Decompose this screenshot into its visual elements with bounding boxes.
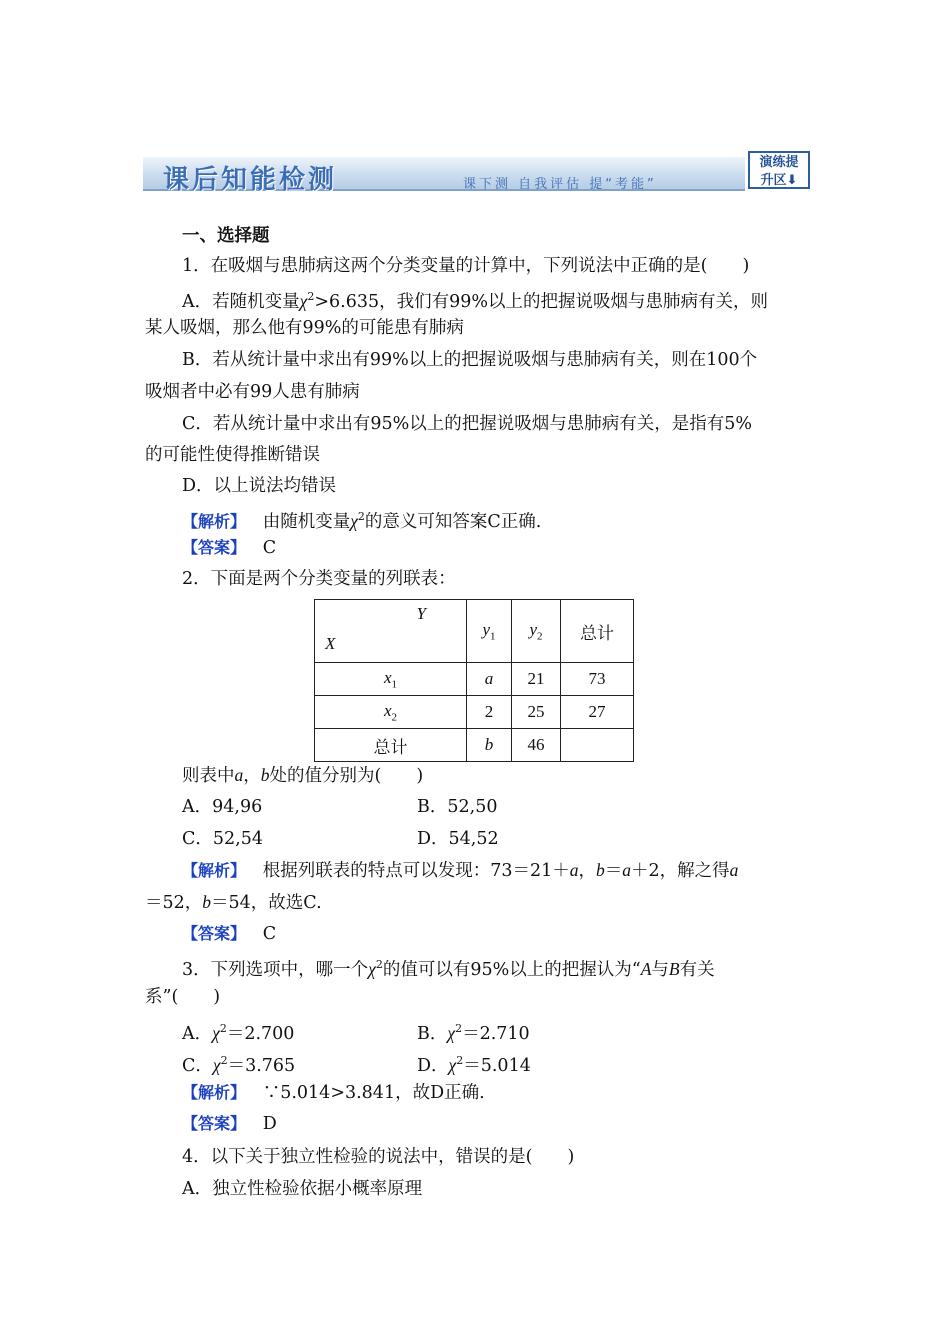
x-label: X xyxy=(325,634,336,653)
answer-tag: 【答案】 xyxy=(182,538,247,557)
q2-option-c: C．52,54 xyxy=(182,829,263,849)
badge-line-2: 升区⬇ xyxy=(760,173,798,188)
row-x2: $x_2$ xyxy=(315,696,467,729)
answer-tag: 【答案】 xyxy=(182,1114,247,1133)
q4-option-a: A．独立性检验依据小概率原理 xyxy=(182,1179,423,1199)
row-total: 总计 xyxy=(315,729,467,762)
q3-analysis: 【解析】 ∵5.014>3.841，故D正确. xyxy=(182,1083,485,1103)
q2-option-d: D．54,52 xyxy=(417,829,499,849)
section-heading: 一、选择题 xyxy=(182,226,270,246)
q2-answer: 【答案】 C xyxy=(182,924,277,944)
q2-analysis-line1: 【解析】 根据列联表的特点可以发现：73＝21＋a，b＝a＋2，解之得a xyxy=(182,860,739,881)
q1-option-a-line1: A．若随机变量$\chi^2>6.635$，我们有99%以上的把握说吸烟与患肺病有关，则 xyxy=(182,290,769,312)
q2-option-a: A．94,96 xyxy=(182,797,263,817)
col-y1: $y_1$ xyxy=(467,600,512,663)
q1-stem: 1．在吸烟与患肺病这两个分类变量的计算中，下列说法中正确的是( ) xyxy=(182,256,750,276)
q3-option-b: B．$\chi^2=2.710$ xyxy=(417,1022,530,1044)
section-banner xyxy=(143,151,813,193)
cell xyxy=(561,729,634,762)
q3-stem-line1: 3．下列选项中，哪一个$\chi^2$的值可以有95%以上的把握认为“A与B有关 xyxy=(182,958,715,980)
q1-option-c-line1: C．若从统计量中求出有95%以上的把握说吸烟与患肺病有关，是指有5% xyxy=(182,414,753,434)
q2-analysis-line2: ＝52，b＝54，故选C. xyxy=(145,892,322,913)
q1-option-d: D．以上说法均错误 xyxy=(182,476,337,496)
cell: 21 xyxy=(512,663,561,696)
q3-option-a: A．$\chi^2=2.700$ xyxy=(182,1022,295,1044)
analysis-tag: 【解析】 xyxy=(182,861,247,880)
answer-tag: 【答案】 xyxy=(182,924,247,943)
q1-option-b-line1: B．若从统计量中求出有99%以上的把握说吸烟与患肺病有关，则在100个 xyxy=(182,350,758,370)
q4-stem: 4．以下关于独立性检验的说法中，错误的是( ) xyxy=(182,1147,575,1167)
cell: 46 xyxy=(512,729,561,762)
q1-option-b-line2: 吸烟者中必有99人患有肺病 xyxy=(145,382,360,402)
badge-line-1: 演练提 xyxy=(759,155,799,170)
q2-stem: 2．下面是两个分类变量的列联表： xyxy=(182,569,456,589)
q3-option-c: C．$\chi^2=3.765$ xyxy=(182,1054,296,1076)
q1-answer: 【答案】 C xyxy=(182,538,277,558)
table-header-corner xyxy=(315,600,467,663)
cell: 27 xyxy=(561,696,634,729)
cell: 73 xyxy=(561,663,634,696)
q3-stem-line2: 系”( ) xyxy=(145,987,221,1007)
q3-answer: 【答案】 D xyxy=(182,1114,277,1134)
q1-analysis: 【解析】 由随机变量$\chi^2$的意义可知答案C正确. xyxy=(182,510,542,532)
q3-option-d: D．$\chi^2=5.014$ xyxy=(417,1054,531,1076)
analysis-tag: 【解析】 xyxy=(182,511,247,531)
row-x1: $x_1$ xyxy=(315,663,467,696)
corner-diagonal xyxy=(315,600,466,662)
practice-area-badge[interactable] xyxy=(748,151,810,189)
col-total: 总计 xyxy=(561,600,634,663)
diagonal-line xyxy=(315,600,466,662)
y-label: Y xyxy=(416,604,426,623)
cell: a xyxy=(467,663,512,696)
cell: 25 xyxy=(512,696,561,729)
cell: b xyxy=(467,729,512,762)
q2-option-b: B．52,50 xyxy=(417,797,498,817)
q1-option-c-line2: 的可能性使得推断错误 xyxy=(145,445,320,465)
col-y2: $y_2$ xyxy=(512,600,561,663)
q1-option-a-line2: 某人吸烟，那么他有99%的可能患有肺病 xyxy=(145,318,464,338)
contingency-table xyxy=(314,599,634,762)
cell: 2 xyxy=(467,696,512,729)
analysis-tag: 【解析】 xyxy=(182,1083,247,1102)
q2-question: 则表中a，b处的值分别为( ) xyxy=(182,765,424,786)
banner-subtitle: 课下测 自我评估 提“考能” xyxy=(463,177,657,192)
banner-title: 课后知能检测 xyxy=(163,165,338,194)
banner-bar xyxy=(143,157,745,194)
